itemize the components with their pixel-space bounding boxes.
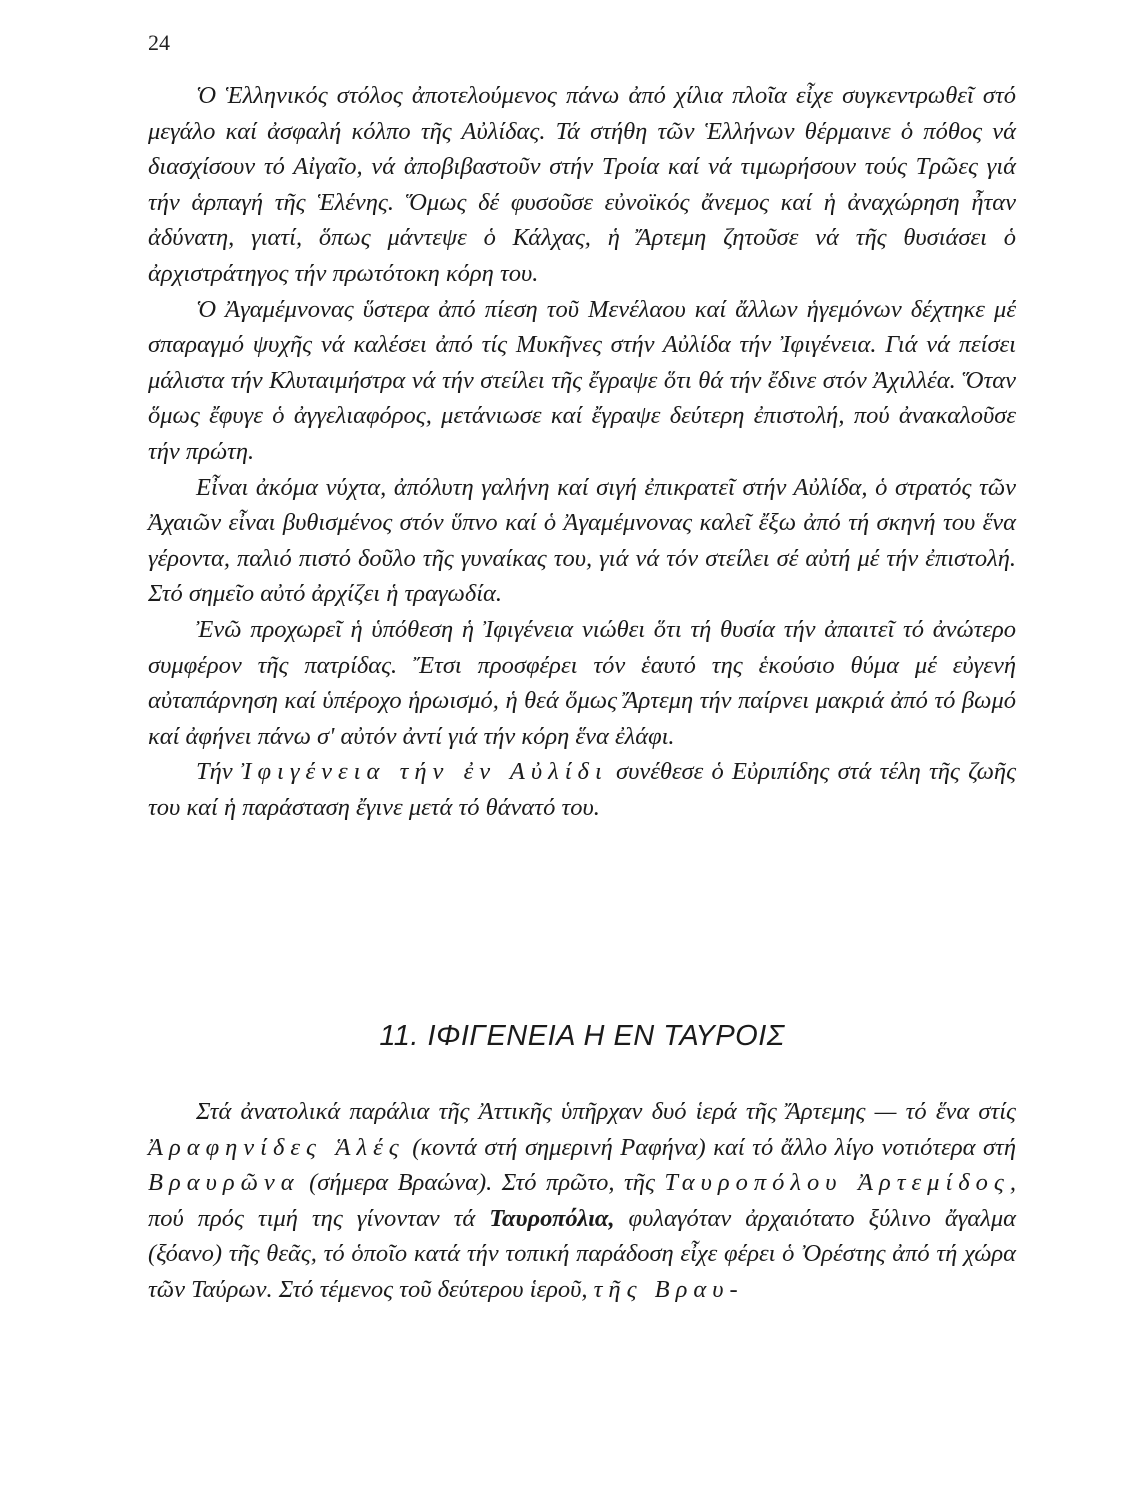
sp-part-3: (σήμερα Βραώνα). Στό πρῶτο, τῆς (299, 1169, 665, 1197)
section-heading: 11. ΙΦΙΓΕΝΕΙΑ Η ΕΝ ΤΑΥΡΟΙΣ (379, 1020, 785, 1052)
paragraph-2: Ὁ Ἀγαμέμνονας ὕστερα ἀπό πίεση τοῦ Μενέλαου καί ἄλλων ἡγεμόνων δέχτηκε μέ σπαραγμό ψυχῆς νά καλέσει ἀπό τίς Μυκῆνες στήν Αὐλίδα τήν Ἰφιγένεια. Γιά νά πείσει μάλιστα τήν Κλυταιμήστρα νά τήν στείλει τῆς ἔγραψε ὅτι θά τήν ἔδινε στόν Ἀχιλλέα. Ὅταν ὅμως ἔφυγε ὁ ἀγγελιαφόρος, μετάνιωσε καί ἔγραψε δεύτερη ἐπιστολή, πού ἀνακαλοῦσε τήν πρώτη. (148, 295, 1016, 465)
intro-text (148, 78, 1016, 825)
page-number: 24 (148, 30, 170, 55)
paragraph-5-before: Τήν (196, 758, 241, 786)
play-title-spaced: Ἰφιγένεια τήν ἐν Αὐλίδι (240, 758, 608, 786)
sp-part-2: (κοντά στή σημερινή Ραφήνα) καί τό ἄλλο λίγο νοτιότερα στή (404, 1133, 1016, 1161)
paragraph-3: Εἶναι ἀκόμα νύχτα, ἀπόλυτη γαλήνη καί σιγή ἐπικρατεῖ στήν Αὐλίδα, ὁ στρατός τῶν Ἀχαιῶν εἶναι βυθισμένος στόν ὕπνο καί ὁ Ἀγαμέμνονας καλεῖ ἔξω ἀπό τή σκηνή του ἕνα γέροντα, παλιό πιστό δοῦλο τῆς γυναίκας του, γιά νά τόν στείλει σέ αὐτή μέ τήν ἐπιστολή. Στό σημεῖο αὐτό ἀρχίζει ἡ τραγωδία. (148, 473, 1016, 608)
paragraph-1: Ὁ Ἑλληνικός στόλος ἀποτελούμενος πάνω ἀπό χίλια πλοῖα εἶχε συγκεντρωθεῖ στό μεγάλο καί ἀσφαλή κόλπο τῆς Αὐλίδας. Τά στήθη τῶν Ἑλλήνων θέρμαινε ὁ πόθος νά διασχίσουν τό Αἰγαῖο, νά ἀποβιβαστοῦν στήν Τροία καί νά τιμωρήσουν τούς Τρῶες γιά τήν ἁρπαγή τῆς Ἑλένης. Ὅμως δέ φυσοῦσε εὐνοϊκός ἄνεμος καί ἡ ἀναχώρηση ἦταν ἀδύνατη, γιατί, ὅπως μάντεψε ὁ Κάλχας, ἡ Ἄρτεμη ζητοῦσε νά τῆς θυσιάσει ὁ ἀρχιστράτηγος τήν πρωτότοκη κόρη του. (148, 82, 1016, 287)
sp-part-5: φυλαγόταν ἀρχαιότατο ξύλινο ἄγαλμα (ξόανο) τῆς θεᾶς, τό ὁποῖο κατά τήν τοπική παράδοση εἶχε φέρει ὁ Ὀρέστης ἀπό τή χώρα τῶν Ταύρων. Στό τέμενος τοῦ δεύτερου ἱεροῦ, (148, 1204, 1016, 1303)
paragraph-5-after: συνέθεσε ὁ Εὐριπίδης στά τέλη τῆς ζωῆς του καί ἡ παράσταση ἔγινε μετά τό θάνατό του. (148, 758, 1017, 821)
sp-spaced-2: Βραυρῶνα (148, 1169, 300, 1197)
sp-part-1: Στά ἀνατολικά παράλια τῆς Ἀττικῆς ὑπῆρχαν δυό ἱερά τῆς Ἄρτεμης — τό ἕνα στίς (196, 1098, 1016, 1125)
paragraph-5 (148, 754, 1016, 825)
section-text (148, 1094, 1016, 1308)
sp-spaced-3: Ταυροπόλου Ἀρτεμίδος (664, 1169, 1010, 1197)
sp-spaced-4: τῆς Βραυ- (593, 1275, 744, 1303)
section-paragraph-1 (148, 1094, 1016, 1308)
sp-bold-1: Ταυροπόλια, (489, 1204, 615, 1232)
paragraph-4: Ἐνῶ προχωρεῖ ἡ ὑπόθεση ἡ Ἰφιγένεια νιώθει ὅτι τή θυσία τήν ἀπαιτεῖ τό ἀνώτερο συμφέρον τῆς πατρίδας. Ἔτσι προσφέρει τόν ἑαυτό της ἑκούσιο θύμα μέ εὐγενή αὐταπάρνηση καί ὑπέροχο ἡρωισμό, ἡ θεά ὅμως Ἄρτεμη τήν παίρνει μακριά ἀπό τό βωμό καί ἀφήνει πάνω σ' αὐτόν ἀντί γιά τήν κόρη ἕνα ἐλάφι. (148, 615, 1016, 750)
sp-spaced-1: Ἀραφηνίδες Ἁλές (148, 1133, 405, 1161)
sp-part-4: , πού πρός τιμή της γίνονταν τά (148, 1169, 1016, 1232)
